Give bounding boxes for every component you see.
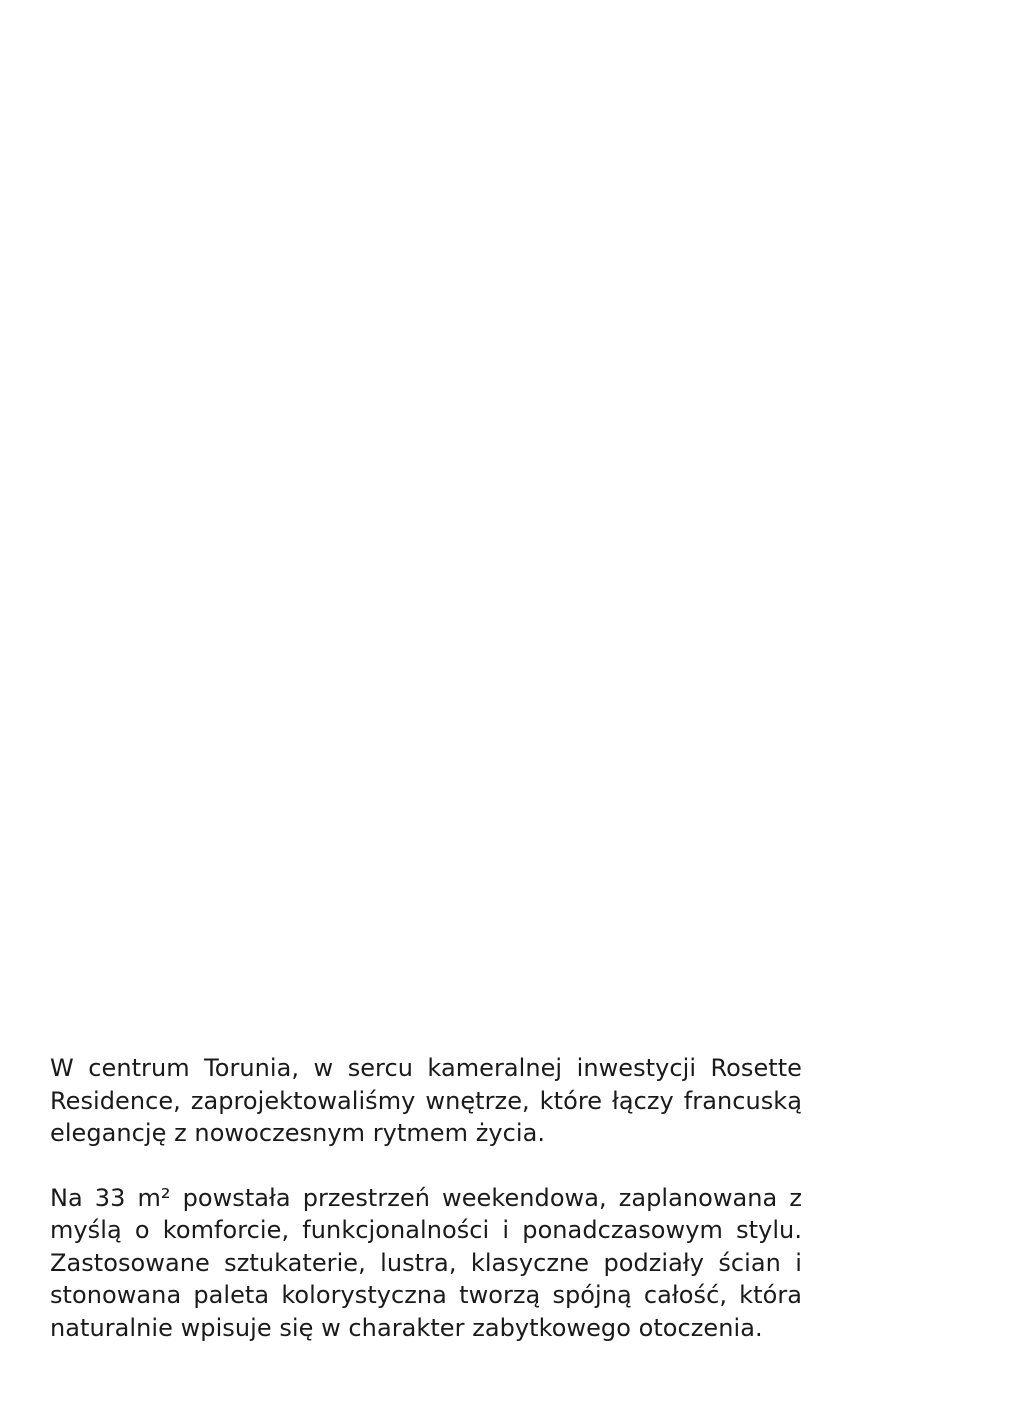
description-paragraph-2: Na 33 m² powstała przestrzeń weekendowa, zaplanowana z myślą o komforcie, funkcjonalności i ponadczasowym stylu. Zastosowane sztukaterie, lustra, klasyczne podziały ścian i stonowana paleta kolorystyczna tworzą spójną całość, która naturalnie wpisuje się w charakter zabytkowego otoczenia. bbox=[50, 1183, 802, 1342]
description-text-block bbox=[50, 1052, 802, 1344]
description-paragraph-1: W centrum Torunia, w sercu kameralnej inwestycji Rosette Residence, zaprojektowaliśmy wnętrze, które łączy francuską elegancję z nowoczesnym rytmem życia. bbox=[50, 1054, 802, 1147]
